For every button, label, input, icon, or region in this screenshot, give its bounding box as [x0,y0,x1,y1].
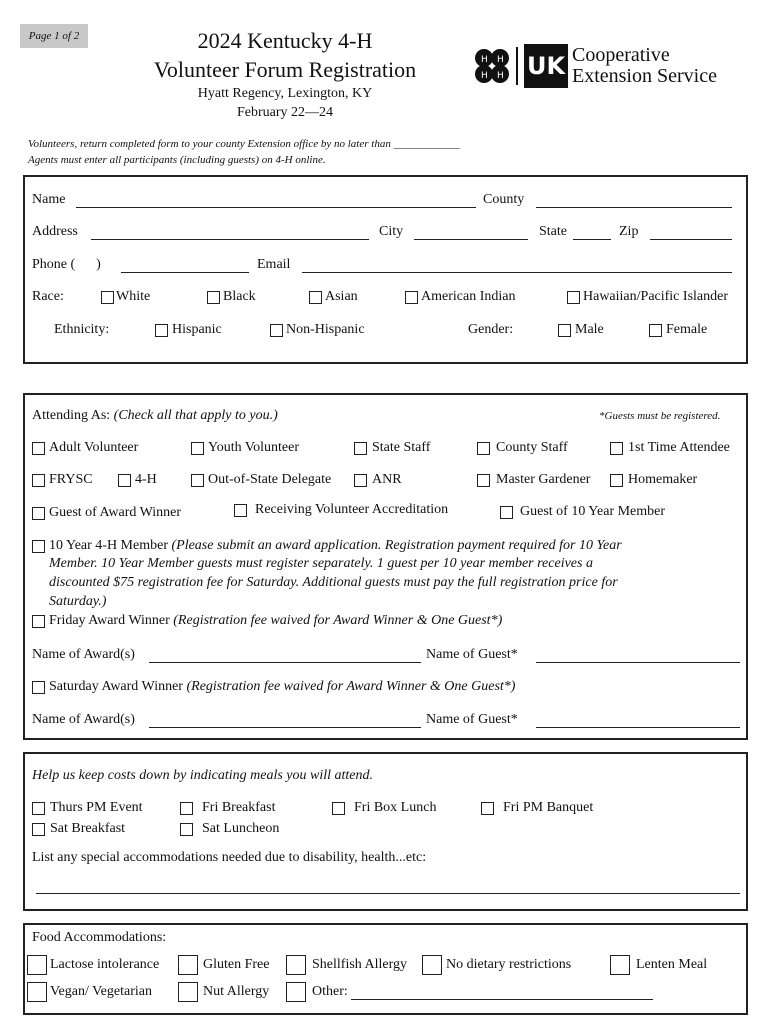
meals-intro: Help us keep costs down by indicating meals you will attend. [32,768,374,783]
four-h-clover-icon [470,44,514,88]
state-staff-checkbox[interactable] [354,442,367,455]
first-time-attendee-checkbox[interactable] [610,442,623,455]
other-checkbox[interactable] [286,982,306,1002]
friday-award-winner-checkbox[interactable] [32,615,45,628]
guest-of-10-year-member-checkbox[interactable] [500,506,513,519]
fri-breakfast-checkbox[interactable] [180,802,193,815]
event-dates: February 22—24 [236,105,334,120]
sat-breakfast-label: Sat Breakfast [50,821,126,836]
gender-female-checkbox[interactable] [649,324,662,337]
ten-year-note-line3: discounted $75 registration fee for Saturday. Additional guests must pay the full registration price for [49,575,618,590]
fri-pm-banquet-label: Fri PM Banquet [503,800,594,815]
county-staff-label: County Staff [496,440,568,455]
sat-luncheon-label: Sat Luncheon [202,821,280,836]
sat-breakfast-checkbox[interactable] [32,823,45,836]
race-label: Race: [32,289,64,304]
first-time-attendee-label: 1st Time Attendee [628,440,730,455]
email-label: Email [257,257,291,272]
youth-volunteer-label: Youth Volunteer [208,440,300,455]
gluten-free-checkbox[interactable] [178,955,198,975]
ten-year-note-line4: Saturday.) [49,594,107,609]
venue: Hyatt Regency, Lexington, KY [197,86,373,101]
race-american-indian-label: American Indian [421,289,516,304]
city-label: City [379,224,404,239]
shellfish-allergy-checkbox[interactable] [286,955,306,975]
race-black-checkbox[interactable] [207,291,220,304]
no-dietary-restrictions-checkbox[interactable] [422,955,442,975]
fri-box-lunch-checkbox[interactable] [332,802,345,815]
zip-label: Zip [619,224,639,239]
ten-year-member-checkbox[interactable] [32,540,45,553]
fri-breakfast-label: Fri Breakfast [202,800,276,815]
logo-cooperative: Cooperative [572,44,670,66]
city-field[interactable] [414,239,528,240]
race-black-label: Black [223,289,256,304]
thurs-pm-event-label: Thurs PM Event [50,800,143,815]
lactose-intolerance-checkbox[interactable] [27,955,47,975]
saturday-award-winner-checkbox[interactable] [32,681,45,694]
anr-checkbox[interactable] [354,474,367,487]
thurs-pm-event-checkbox[interactable] [32,802,45,815]
logo-extension-service: Extension Service [572,65,717,87]
other-field[interactable] [351,999,653,1000]
out-of-state-delegate-checkbox[interactable] [191,474,204,487]
adult-volunteer-checkbox[interactable] [32,442,45,455]
saturday-guest-name-field[interactable] [536,727,740,728]
race-asian-label: Asian [325,289,358,304]
gender-label: Gender: [468,322,514,337]
adult-volunteer-label: Adult Volunteer [49,440,139,455]
svg-text:H: H [497,71,504,81]
name-field[interactable] [76,207,476,208]
return-instructions: Volunteers, return completed form to your county Extension office by no later than ____________ [28,138,460,150]
phone-field[interactable] [121,272,249,273]
guest-of-award-winner-label: Guest of Award Winner [49,505,182,520]
shellfish-allergy-label: Shellfish Allergy [312,957,408,972]
race-american-indian-checkbox[interactable] [405,291,418,304]
four-h-label: 4-H [135,472,157,487]
youth-volunteer-checkbox[interactable] [191,442,204,455]
saturday-award-name-field[interactable] [149,727,421,728]
page-indicator: Page 1 of 2 [20,24,88,48]
saturday-guest-name-label: Name of Guest* [426,712,518,727]
frysc-checkbox[interactable] [32,474,45,487]
county-staff-checkbox[interactable] [477,442,490,455]
ten-year-member-line1: 10 Year 4-H Member (Please submit an award application. Registration payment required for 10 Year [49,538,622,553]
homemaker-checkbox[interactable] [610,474,623,487]
ethnicity-label: Ethnicity: [54,322,110,337]
no-dietary-restrictions-label: No dietary restrictions [446,957,572,972]
email-field[interactable] [302,272,732,273]
state-label: State [539,224,567,239]
master-gardener-checkbox[interactable] [477,474,490,487]
race-hawaiian-label: Hawaiian/Pacific Islander [583,289,728,304]
fri-box-lunch-label: Fri Box Lunch [354,800,437,815]
out-of-state-delegate-label: Out-of-State Delegate [208,472,332,487]
zip-field[interactable] [650,239,732,240]
ethnicity-hispanic-label: Hispanic [172,322,222,337]
sat-luncheon-checkbox[interactable] [180,823,193,836]
frysc-label: FRYSC [49,472,93,487]
friday-guest-name-label: Name of Guest* [426,647,518,662]
uk-logo-icon: UK [524,44,568,88]
personal-info-section [23,175,748,364]
food-accommodations-label: Food Accommodations: [32,930,167,945]
guest-of-10-year-member-label: Guest of 10 Year Member [520,504,666,519]
nut-allergy-checkbox[interactable] [178,982,198,1002]
address-field[interactable] [91,239,369,240]
svg-text:H: H [481,71,488,81]
address-label: Address [32,224,78,239]
gender-male-label: Male [575,322,604,337]
receiving-accreditation-label: Receiving Volunteer Accreditation [255,502,449,517]
county-label: County [483,192,525,207]
saturday-award-name-label: Name of Award(s) [32,712,135,727]
vegan-vegetarian-label: Vegan/ Vegetarian [50,984,152,999]
lenten-meal-checkbox[interactable] [610,955,630,975]
attending-label: Attending As: (Check all that apply to you.) [32,408,278,423]
fri-pm-banquet-checkbox[interactable] [481,802,494,815]
race-white-checkbox[interactable] [101,291,114,304]
friday-guest-name-field[interactable] [536,662,740,663]
receiving-accreditation-checkbox[interactable] [234,504,247,517]
lactose-intolerance-label: Lactose intolerance [50,957,160,972]
accommodations-field[interactable] [36,893,740,894]
friday-award-name-field[interactable] [149,662,421,663]
gender-male-checkbox[interactable] [558,324,571,337]
guest-note: *Guests must be registered. [599,410,721,422]
race-hawaiian-checkbox[interactable] [567,291,580,304]
gluten-free-label: Gluten Free [203,957,270,972]
nut-allergy-label: Nut Allergy [203,984,270,999]
state-field[interactable] [573,239,611,240]
county-field[interactable] [536,207,732,208]
saturday-award-winner-label: Saturday Award Winner (Registration fee waived for Award Winner & One Guest*) [49,679,516,694]
homemaker-label: Homemaker [628,472,698,487]
ethnicity-non-hispanic-label: Non-Hispanic [286,322,365,337]
lenten-meal-label: Lenten Meal [636,957,708,972]
ten-year-note-line2: Member. 10 Year Member guests must register separately. 1 guest per 10 year member receives a [49,556,593,571]
friday-award-name-label: Name of Award(s) [32,647,135,662]
ethnicity-non-hispanic-checkbox[interactable] [270,324,283,337]
master-gardener-label: Master Gardener [496,472,591,487]
name-label: Name [32,192,66,207]
form-title-line2: Volunteer Forum Registration [153,57,417,82]
guest-of-award-winner-checkbox[interactable] [32,507,45,520]
ethnicity-hispanic-checkbox[interactable] [155,324,168,337]
four-h-checkbox[interactable] [118,474,131,487]
friday-award-winner-label: Friday Award Winner (Registration fee waived for Award Winner & One Guest*) [49,613,503,628]
svg-text:H: H [497,55,504,65]
agent-instructions: Agents must enter all participants (including guests) on 4-H online. [28,154,326,166]
race-asian-checkbox[interactable] [309,291,322,304]
state-staff-label: State Staff [372,440,431,455]
accommodations-label: List any special accommodations needed due to disability, health...etc: [32,850,427,865]
anr-label: ANR [372,472,402,487]
vegan-vegetarian-checkbox[interactable] [27,982,47,1002]
phone-label: Phone ( ) [32,257,101,272]
other-label: Other: [312,984,348,999]
gender-female-label: Female [666,322,708,337]
logo-divider [516,47,518,85]
race-white-label: White [116,289,151,304]
svg-text:H: H [481,55,488,65]
form-title-line1: 2024 Kentucky 4-H [197,28,373,53]
